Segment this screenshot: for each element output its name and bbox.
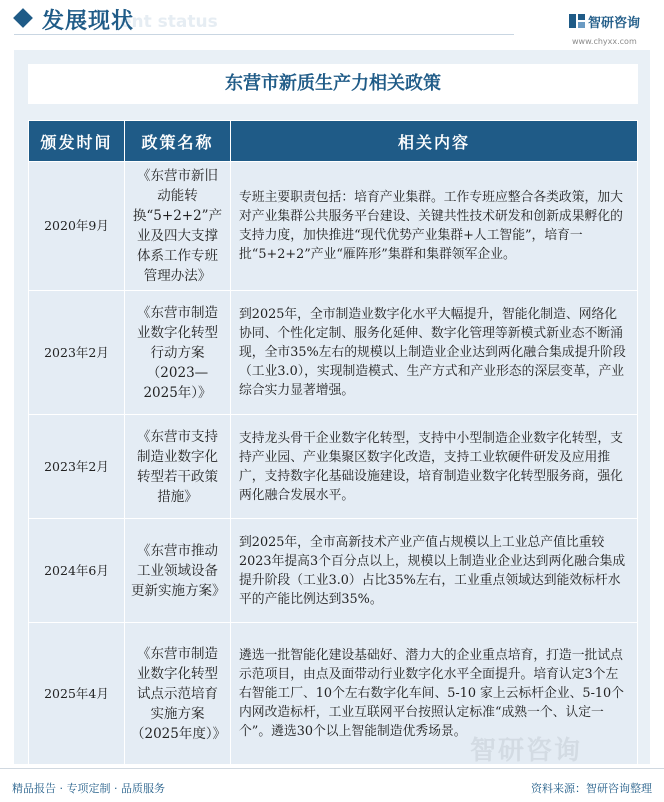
table-row bbox=[29, 291, 638, 415]
footer-divider bbox=[0, 768, 664, 769]
table-header-row bbox=[29, 121, 638, 162]
table-row bbox=[29, 519, 638, 623]
row-policy-name: 《东营市推动工业领域设备更新实施方案》 bbox=[125, 519, 231, 623]
brand-url: www.chyxx.com bbox=[572, 37, 637, 46]
row-content: 专班主要职责包括：培育产业集群。工作专班应整合各类政策，加大对产业集群公共服务平台建设、关键共性技术研发和创新成果孵化的支持力度，加快推进“现代优势产业集群+人工智能”，培育一批“5+2+2”产业“雁阵形”集群和集群领军企业。 bbox=[231, 162, 638, 291]
row-date: 2020年9月 bbox=[29, 162, 125, 291]
column-header-date: 颁发时间 bbox=[29, 121, 125, 162]
column-header-policy-name: 政策名称 bbox=[125, 121, 231, 162]
table-row bbox=[29, 415, 638, 519]
table-row bbox=[29, 162, 638, 291]
page-footer bbox=[0, 768, 664, 802]
row-content: 遴选一批智能化建设基础好、潜力大的企业重点培育，打造一批试点示范项目，由点及面带动行业数字化水平全面提升。培育认定3个左右智能工厂、10个左右数字化车间、5-10 家上云标杆企业、5-10个内网改造标杆，工业互联网平台按照认定标准“成熟一个、认定一个”。遴选30个以上智能制造优秀场景。 bbox=[231, 623, 638, 765]
header-ghost-text: ent status bbox=[120, 12, 218, 32]
row-content: 支持龙头骨干企业数字化转型，支持中小型制造企业数字化转型，支持产业园、产业集聚区数字化改造，支持工业软硬件研发及应用推广，支持数字化基础设施建设，培育制造业数字化转型服务商，强化两化融合发展水平。 bbox=[231, 415, 638, 519]
column-header-content: 相关内容 bbox=[231, 121, 638, 162]
row-date: 2023年2月 bbox=[29, 291, 125, 415]
brand-logo-icon bbox=[568, 12, 586, 30]
row-date: 2025年4月 bbox=[29, 623, 125, 765]
section-header bbox=[0, 0, 664, 44]
footer-source: 资料来源：智研咨询整理 bbox=[531, 782, 652, 795]
diamond-icon bbox=[13, 8, 33, 28]
row-content: 到2025年，全市高新技术产业产值占规模以上工业总产值比重较2023年提高3个百分点以上，规模以上制造业企业达到两化融合集成提升阶段（工业3.0）占比35%左右，工业重点领域达到能效标杆水平的产能比例达到35%。 bbox=[231, 519, 638, 623]
section-title: 发展现状 bbox=[42, 8, 135, 34]
footer-slogan: 精品报告 · 专项定制 · 品质服务 bbox=[12, 782, 165, 795]
row-policy-name: 《东营市制造业数字化转型试点示范培育实施方案（2025年度）》 bbox=[125, 623, 231, 765]
row-policy-name: 《东营市制造业数字化转型行动方案（2023—2025年）》 bbox=[125, 291, 231, 415]
row-date: 2023年2月 bbox=[29, 415, 125, 519]
header-divider bbox=[14, 34, 514, 35]
policy-panel bbox=[14, 50, 650, 764]
row-content: 到2025年，全市制造业数字化水平大幅提升，智能化制造、网络化协同、个性化定制、服务化延伸、数字化管理等新模式新业态不断涌现，全市35%左右的规模以上制造业企业达到两化融合集成提升阶段（工业3.0），实现制造模式、生产方式和产业形态的深层变革，产业综合实力显著增强。 bbox=[231, 291, 638, 415]
policy-table bbox=[28, 120, 638, 765]
watermark: 智研咨询 bbox=[470, 736, 583, 766]
brand-name: 智研咨询 bbox=[588, 16, 641, 31]
table-title: 东营市新质生产力相关政策 bbox=[28, 64, 638, 104]
row-date: 2024年6月 bbox=[29, 519, 125, 623]
row-policy-name: 《东营市支持制造业数字化转型若干政策措施》 bbox=[125, 415, 231, 519]
row-policy-name: 《东营市新旧动能转换“5+2+2”产业及四大支撑体系工作专班管理办法》 bbox=[125, 162, 231, 291]
